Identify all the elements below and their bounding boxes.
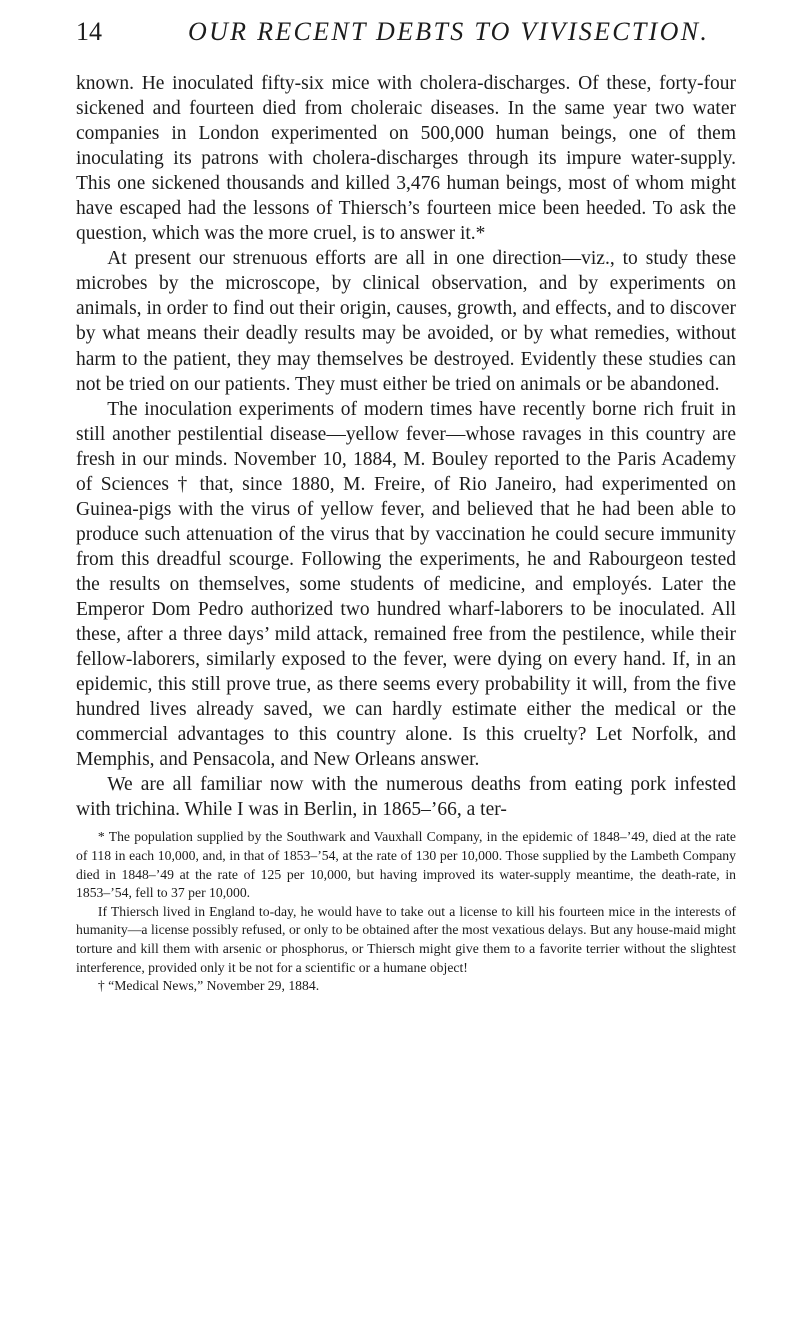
paragraph-trichina: We are all familiar now with the numerous deaths from eating pork infested with trichina. While I was in Berlin, in 1865–’66, a ter- — [76, 774, 736, 821]
footnotes — [76, 828, 736, 995]
paragraph-yellow-fever: The inoculation experiments of modern times have recently borne rich fruit in still another pestilential disease—yellow fever—whose ravages in this country are fresh in our minds. November 10, 1884, M. Bouley reported to the Paris Academy of Sciences † that, since 1880, M. Freire, of Rio Janeiro, had experimented on Guinea-pigs with the virus of yellow fever, and believed that he had been able to produce such attenuation of the virus that by vaccination he could secure immunity from this dreadful scourge. Following the experiments, he and Rabourgeon tested the results on themselves, some students of medicine, and employés. Later the Emperor Dom Pedro authorized two hundred wharf-laborers to be inoculated. All these, after a three days’ mild attack, remained free from the pestilence, while their fellow-laborers, similarly exposed to the fever, were dying on every hand. If, in an epidemic, this still prove true, as there seems every probability it will, from the five hundred lives already saved, we can hardly estimate either the medical or the commercial advantages to this country alone. Is this cruelty? Let Norfolk, and Memphis, and Pensacola, and New Orleans answer. — [76, 398, 736, 771]
header-spacer — [76, 56, 736, 57]
book-page — [0, 12, 800, 1344]
paragraph-microbe-studies: At present our strenuous efforts are all in one direction—viz., to study these microbes by the microscope, by clinical observation, and by experiments on animals, in order to find out their origin, causes, growth, and effects, and to discover by what means their deadly results may be avoided, or by what remedies, without harm to the patient, they may themselves be destroyed. Evidently these studies can not be tried on our patients. They must either be tried on animals or be abandoned. — [76, 248, 736, 395]
footnote-medical-news: † “Medical News,” November 29, 1884. — [97, 978, 320, 994]
body-text — [76, 71, 736, 822]
footnote-water-companies: * The population supplied by the Southwark and Vauxhall Company, in the epidemic of 1848–’49, died at the rate of 118 in each 10,000, and, in that of 1853–’54, at the rate of 130 per 10,000. Those supplied by the Lambeth Company died in 1848–’49 at the rate of 125 per 10,000, but having improved its water-supply meantime, the death-rate, in 1853–’54, fell to 37 per 10,000. — [76, 829, 736, 901]
running-head — [76, 12, 736, 52]
running-title: OUR RECENT DEBTS TO VIVISECTION. — [188, 17, 710, 46]
paragraph-continued: known. He inoculated fifty-six mice with cholera-discharges. Of these, forty-four sickened and fourteen died from choleraic diseases. In the same year two water companies in London experimented on 500,000 human beings, one of them inoculating its patrons with cholera-discharges through its impure water-supply. This one sickened thousands and killed 3,476 human beings, most of whom might have escaped had the lessons of Thiersch’s fourteen mice been heeded. To ask the question, which was the more cruel, is to answer it.* — [76, 73, 736, 245]
page-number: 14 — [76, 17, 102, 46]
footnote-thiersch-license: If Thiersch lived in England to-day, he would have to take out a license to kill his fourteen mice in the interests of humanity—a license possibly refused, or only to be obtained after the most vexatious delays. But any house-maid might torture and kill them with arsenic or phosphorus, or Thiersch might give them to a favorite terrier without the slightest interference, provided only it be not for a scientific or a humane object! — [76, 903, 736, 975]
